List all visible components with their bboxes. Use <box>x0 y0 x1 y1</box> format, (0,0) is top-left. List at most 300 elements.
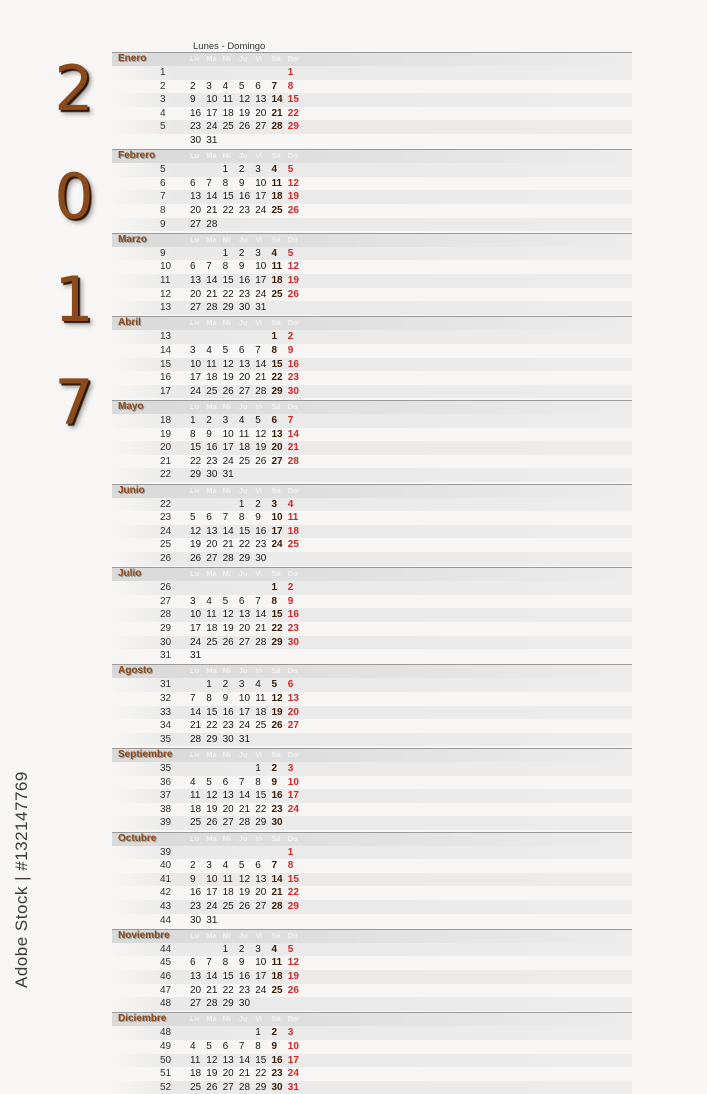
week-row <box>112 511 632 525</box>
saturday-date: 30 <box>271 817 283 829</box>
day-of-week-label: Ju <box>238 1014 248 1024</box>
day-date: 9 <box>238 957 245 969</box>
month-header <box>112 664 632 678</box>
day-date: 9 <box>238 177 245 189</box>
week-row <box>112 134 632 148</box>
saturday-date: 4 <box>271 943 278 955</box>
week-number: 24 <box>160 525 172 537</box>
day-date: 5 <box>222 595 229 607</box>
week-row <box>112 886 632 900</box>
day-of-week-label: Ma <box>206 402 217 411</box>
day-date: 29 <box>206 733 218 745</box>
week-number: 38 <box>160 803 172 815</box>
day-date: 15 <box>255 1054 267 1066</box>
day-date: 16 <box>206 442 218 454</box>
day-of-week-label: Ma <box>206 750 217 759</box>
week-row <box>112 914 632 928</box>
day-of-week-label: Do <box>287 833 298 843</box>
day-date: 20 <box>190 984 202 996</box>
week-number: 45 <box>160 957 172 969</box>
day-date: 15 <box>238 525 251 537</box>
day-date: 5 <box>255 415 261 426</box>
day-date: 19 <box>238 107 251 119</box>
sunday-date: 13 <box>287 692 299 704</box>
saturday-date: 1 <box>271 331 278 343</box>
saturday-date: 11 <box>271 177 283 189</box>
day-of-week-label: Vi <box>255 151 263 161</box>
sunday-date: 29 <box>287 121 299 133</box>
day-date: 9 <box>190 94 196 106</box>
day-date: 17 <box>190 372 202 384</box>
day-date: 9 <box>206 428 212 440</box>
week-row <box>112 107 632 121</box>
month-header <box>112 929 632 943</box>
month-block <box>112 748 632 830</box>
day-date: 14 <box>238 1054 251 1066</box>
day-of-week-label: Vi <box>255 750 263 759</box>
week-row <box>112 498 632 512</box>
saturday-date: 11 <box>271 957 283 969</box>
week-row <box>112 859 632 873</box>
week-number: 44 <box>160 943 172 955</box>
day-date: 21 <box>206 984 218 996</box>
saturday-date: 18 <box>271 191 283 203</box>
week-number: 31 <box>160 679 172 691</box>
month-block <box>112 664 632 746</box>
day-date: 29 <box>222 302 234 314</box>
week-row <box>112 93 632 107</box>
day-date: 25 <box>206 385 218 397</box>
day-date: 13 <box>222 790 234 802</box>
day-date: 7 <box>190 692 196 704</box>
week-number: 26 <box>160 582 172 594</box>
day-date: 11 <box>206 358 217 370</box>
day-of-week-label: Ju <box>238 54 248 63</box>
day-date: 25 <box>222 900 234 912</box>
sunday-date: 16 <box>287 609 299 621</box>
week-number: 30 <box>160 636 172 648</box>
saturday-date: 13 <box>271 428 283 440</box>
month-header <box>112 832 632 846</box>
day-of-week-label: Do <box>287 151 298 161</box>
day-date: 14 <box>255 358 267 370</box>
sunday-date: 5 <box>287 164 294 176</box>
week-number: 35 <box>160 763 172 774</box>
day-date: 3 <box>255 943 261 955</box>
day-date: 22 <box>222 288 234 300</box>
day-date: 8 <box>222 177 229 189</box>
sunday-date: 18 <box>287 525 299 537</box>
week-number: 32 <box>160 692 172 704</box>
day-of-week-label: Ma <box>206 234 217 244</box>
saturday-date: 1 <box>271 582 278 594</box>
sunday-date: 14 <box>287 428 299 440</box>
day-date: 28 <box>206 302 218 314</box>
sunday-date: 3 <box>287 1027 294 1039</box>
week-number: 1 <box>160 67 166 78</box>
day-date: 7 <box>222 512 229 524</box>
week-row <box>112 385 632 399</box>
week-number: 52 <box>160 1081 172 1093</box>
day-of-week-label: Ju <box>238 234 248 244</box>
day-date: 13 <box>190 274 202 286</box>
week-number: 35 <box>160 733 172 745</box>
day-date: 24 <box>206 121 218 133</box>
sunday-date: 6 <box>287 679 294 691</box>
week-number: 48 <box>160 998 172 1010</box>
day-of-week-label: Do <box>287 569 298 579</box>
day-date: 1 <box>238 498 245 510</box>
week-number: 44 <box>160 914 172 926</box>
day-of-week-label: Lu <box>190 54 200 63</box>
sunday-date: 10 <box>287 1040 299 1052</box>
day-date: 23 <box>190 121 202 133</box>
day-date: 26 <box>222 385 234 397</box>
week-row <box>112 816 632 830</box>
day-of-week-label: Mi <box>222 666 231 676</box>
stock-watermark <box>12 768 32 988</box>
day-date: 21 <box>190 720 202 732</box>
month-name: Noviembre <box>118 929 170 941</box>
day-date: 3 <box>190 344 196 356</box>
day-date: 24 <box>206 900 218 912</box>
day-of-week-label: Mi <box>222 318 231 328</box>
saturday-date: 28 <box>271 900 283 912</box>
day-date: 23 <box>206 455 218 467</box>
day-date: 3 <box>222 415 229 426</box>
day-date: 25 <box>255 720 267 732</box>
day-date: 6 <box>190 261 196 273</box>
day-of-week-label: Ju <box>238 666 248 676</box>
day-of-week-label: Sá <box>271 485 281 495</box>
day-date: 17 <box>190 622 202 634</box>
day-date: 5 <box>206 1040 212 1052</box>
saturday-date: 16 <box>271 1054 283 1066</box>
week-row <box>112 80 632 94</box>
week-number: 13 <box>160 302 172 314</box>
day-date: 1 <box>255 1027 261 1039</box>
day-date: 19 <box>238 887 251 899</box>
day-date: 5 <box>238 80 245 92</box>
week-row <box>112 873 632 887</box>
week-row <box>112 1081 632 1094</box>
day-of-week-label: Mi <box>222 569 231 579</box>
week-row <box>112 344 632 358</box>
month-header <box>112 52 632 66</box>
day-date: 31 <box>255 302 267 314</box>
day-date: 5 <box>206 776 212 788</box>
week-row <box>112 428 632 442</box>
week-row <box>112 984 632 998</box>
day-date: 22 <box>222 204 234 216</box>
day-date: 23 <box>190 900 202 912</box>
week-range-caption: Lunes - Domingo <box>193 41 266 52</box>
week-row <box>112 943 632 957</box>
day-date: 18 <box>255 706 267 718</box>
week-number: 16 <box>160 372 172 384</box>
day-date: 17 <box>255 191 267 203</box>
sunday-date: 28 <box>287 455 299 467</box>
day-of-week-label: Ma <box>206 1014 217 1024</box>
saturday-date: 3 <box>271 498 278 510</box>
day-date: 31 <box>206 134 218 146</box>
sunday-date: 10 <box>287 776 299 788</box>
saturday-date: 22 <box>271 372 283 384</box>
day-date: 20 <box>255 887 267 899</box>
day-date: 13 <box>190 191 202 203</box>
week-number: 4 <box>160 107 166 119</box>
day-date: 22 <box>238 539 251 551</box>
day-date: 27 <box>190 302 202 314</box>
saturday-date: 6 <box>271 415 278 426</box>
sunday-date: 8 <box>287 80 294 92</box>
month-block <box>112 149 632 231</box>
day-date: 26 <box>255 455 267 467</box>
day-date: 8 <box>255 776 261 788</box>
day-date: 6 <box>255 80 261 92</box>
day-of-week-label: Vi <box>255 1014 263 1024</box>
day-of-week-row <box>190 401 304 413</box>
day-date: 28 <box>206 998 218 1010</box>
week-number: 17 <box>160 385 172 397</box>
month-name: Febrero <box>118 150 156 162</box>
week-row <box>112 636 632 650</box>
day-date: 2 <box>255 498 261 510</box>
saturday-date: 19 <box>271 706 283 718</box>
day-of-week-row <box>190 833 304 845</box>
day-date: 31 <box>190 650 202 662</box>
month-name: Octubre <box>118 832 157 844</box>
day-of-week-label: Sá <box>271 54 281 63</box>
day-date: 24 <box>238 720 251 732</box>
sunday-date: 11 <box>287 512 299 524</box>
day-of-week-label: Ju <box>238 402 248 411</box>
day-of-week-label: Sá <box>271 1014 281 1024</box>
day-date: 13 <box>206 525 218 537</box>
day-date: 12 <box>238 873 251 885</box>
week-row <box>112 719 632 733</box>
year-digit: 2 <box>54 52 94 125</box>
day-date: 13 <box>255 873 267 885</box>
sunday-date: 24 <box>287 1068 299 1080</box>
day-date: 24 <box>222 455 234 467</box>
day-date: 28 <box>255 636 267 648</box>
day-date: 22 <box>255 1068 267 1080</box>
saturday-date: 18 <box>271 970 283 982</box>
day-date: 16 <box>238 191 251 203</box>
day-of-week-label: Ma <box>206 569 217 579</box>
week-row <box>112 330 632 344</box>
week-number: 36 <box>160 776 172 788</box>
month-header <box>112 1012 632 1026</box>
sunday-date: 15 <box>287 873 299 885</box>
week-number: 22 <box>160 498 172 510</box>
day-date: 18 <box>190 803 202 815</box>
day-date: 27 <box>222 817 234 829</box>
year-digit: 7 <box>54 366 94 439</box>
day-date: 28 <box>255 385 267 397</box>
week-row <box>112 455 632 469</box>
day-date: 17 <box>255 970 267 982</box>
sunday-date: 23 <box>287 372 299 384</box>
week-row <box>112 649 632 663</box>
day-of-week-label: Ma <box>206 833 217 843</box>
day-date: 6 <box>206 512 212 524</box>
day-of-week-label: Ma <box>206 54 217 63</box>
day-of-week-label: Vi <box>255 930 263 940</box>
day-date: 20 <box>190 204 202 216</box>
week-row <box>112 552 632 566</box>
week-row <box>112 358 632 372</box>
saturday-date: 4 <box>271 247 278 259</box>
week-row <box>112 441 632 455</box>
day-date: 11 <box>206 609 217 621</box>
day-date: 4 <box>190 776 196 788</box>
day-date: 16 <box>238 970 251 982</box>
month-name: Marzo <box>118 233 147 245</box>
week-number: 33 <box>160 706 172 718</box>
day-date: 21 <box>206 204 218 216</box>
day-of-week-label: Lu <box>190 318 200 328</box>
week-number: 12 <box>160 288 172 300</box>
day-date: 26 <box>238 121 251 133</box>
day-of-week-row <box>190 568 304 580</box>
day-date: 29 <box>255 817 267 829</box>
month-block <box>112 484 632 566</box>
day-of-week-label: Do <box>287 485 298 495</box>
week-row <box>112 301 632 315</box>
week-row <box>112 163 632 177</box>
day-date: 30 <box>222 733 234 745</box>
saturday-date: 8 <box>271 344 278 356</box>
saturday-date: 29 <box>271 385 283 397</box>
day-date: 8 <box>190 428 196 440</box>
day-date: 27 <box>238 636 251 648</box>
week-number: 21 <box>160 455 172 467</box>
day-date: 20 <box>206 539 218 551</box>
week-row <box>112 1054 632 1068</box>
sunday-date: 27 <box>287 720 299 732</box>
day-date: 12 <box>222 609 234 621</box>
day-date: 29 <box>238 552 251 564</box>
day-date: 29 <box>222 998 234 1010</box>
week-row <box>112 218 632 232</box>
day-of-week-row <box>190 53 304 65</box>
sunday-date: 7 <box>287 415 294 426</box>
day-of-week-label: Do <box>287 1014 298 1024</box>
day-date: 5 <box>222 344 229 356</box>
day-date: 20 <box>190 288 202 300</box>
day-date: 10 <box>190 609 202 621</box>
day-of-week-label: Mi <box>222 485 231 495</box>
day-date: 22 <box>206 720 218 732</box>
day-date: 14 <box>206 970 218 982</box>
week-number: 34 <box>160 720 172 732</box>
week-row <box>112 371 632 385</box>
day-date: 6 <box>222 1040 229 1052</box>
day-date: 2 <box>222 679 229 691</box>
week-number: 22 <box>160 469 172 481</box>
day-date: 20 <box>238 622 251 634</box>
sunday-date: 23 <box>287 622 299 634</box>
day-date: 27 <box>206 552 218 564</box>
week-number: 14 <box>160 344 172 356</box>
day-of-week-label: Lu <box>190 666 200 676</box>
sunday-date: 9 <box>287 595 294 607</box>
saturday-date: 11 <box>271 261 283 273</box>
month-header <box>112 400 632 414</box>
day-date: 12 <box>238 94 251 106</box>
week-number: 13 <box>160 331 172 343</box>
saturday-date: 15 <box>271 358 283 370</box>
sunday-date: 12 <box>287 957 299 969</box>
week-number: 11 <box>160 274 171 286</box>
week-row <box>112 260 632 274</box>
day-date: 3 <box>255 247 261 259</box>
day-date: 21 <box>255 372 267 384</box>
day-date: 7 <box>206 957 212 969</box>
day-date: 13 <box>255 94 267 106</box>
day-of-week-label: Mi <box>222 1014 231 1024</box>
week-row <box>112 1026 632 1040</box>
day-date: 8 <box>222 261 229 273</box>
week-number: 2 <box>160 80 166 92</box>
week-row <box>112 706 632 720</box>
sunday-date: 21 <box>287 442 299 454</box>
month-block <box>112 400 632 482</box>
day-date: 1 <box>206 679 212 691</box>
day-date: 1 <box>222 247 229 259</box>
day-date: 28 <box>190 733 202 745</box>
day-date: 20 <box>255 107 267 119</box>
day-date: 18 <box>238 442 251 454</box>
day-of-week-label: Vi <box>255 569 263 579</box>
day-date: 30 <box>255 552 267 564</box>
day-of-week-label: Mi <box>222 402 231 411</box>
week-row <box>112 997 632 1011</box>
week-row <box>112 608 632 622</box>
day-date: 16 <box>255 525 267 537</box>
day-date: 25 <box>190 817 202 829</box>
month-name: Septiembre <box>118 749 173 760</box>
day-date: 11 <box>190 1054 201 1066</box>
day-date: 4 <box>206 344 212 356</box>
day-date: 9 <box>222 692 229 704</box>
day-date: 13 <box>238 609 251 621</box>
sunday-date: 9 <box>287 344 294 356</box>
week-number: 42 <box>160 887 172 899</box>
day-date: 27 <box>255 121 267 133</box>
day-of-week-label: Ma <box>206 666 217 676</box>
day-of-week-label: Lu <box>190 750 200 759</box>
month-block <box>112 567 632 663</box>
month-block <box>112 832 632 928</box>
day-date: 10 <box>238 692 251 704</box>
day-of-week-label: Mi <box>222 833 231 843</box>
day-date: 7 <box>238 776 245 788</box>
day-date: 12 <box>206 1054 218 1066</box>
day-date: 26 <box>238 900 251 912</box>
day-date: 26 <box>222 636 234 648</box>
year-digit: 1 <box>54 263 94 336</box>
month-name: Agosto <box>118 665 153 677</box>
day-date: 27 <box>190 218 202 230</box>
day-of-week-label: Sá <box>271 569 281 579</box>
day-date: 16 <box>222 706 234 718</box>
week-row <box>112 956 632 970</box>
month-header <box>112 567 632 581</box>
day-date: 12 <box>222 358 234 370</box>
